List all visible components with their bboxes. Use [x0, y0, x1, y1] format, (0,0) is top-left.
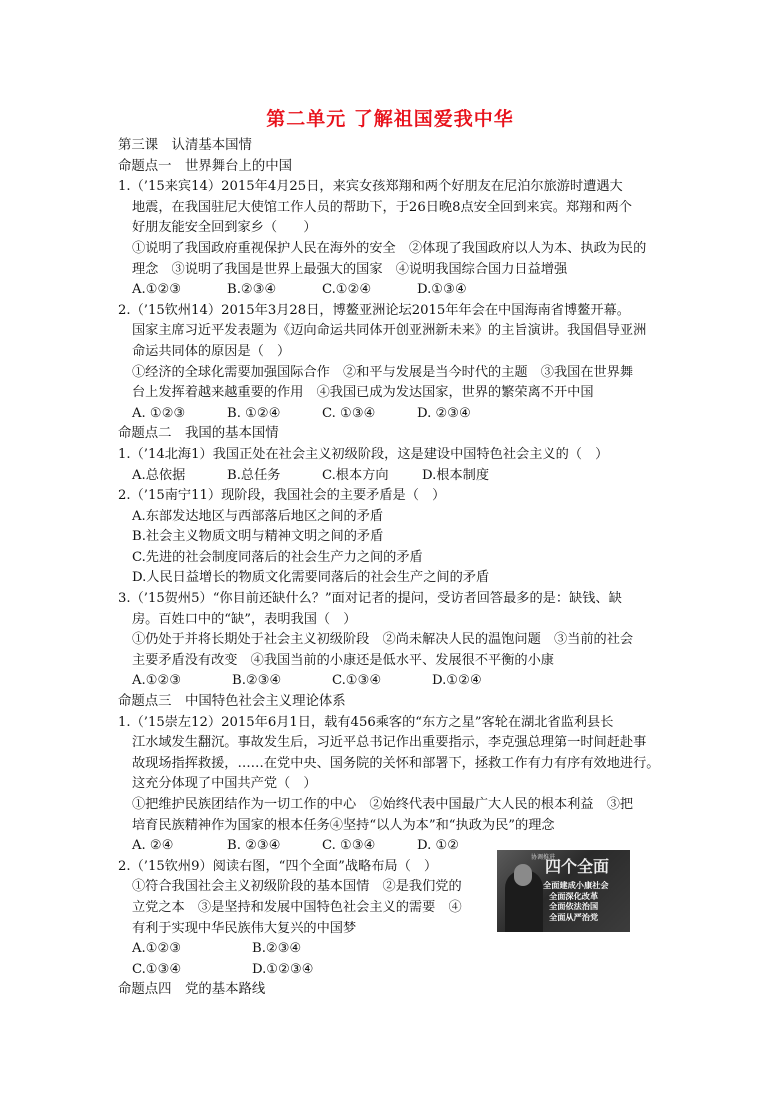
option-a: A. ②④	[132, 838, 174, 854]
four-comprehensives-photo	[497, 850, 630, 932]
person-face	[514, 864, 532, 886]
option-d: D.根本制度	[422, 467, 490, 483]
photo-caption-small: 协调推进	[531, 854, 556, 861]
question-text: ①符合我国社会主义初级阶段的基本国情 ②是我们党的	[132, 879, 462, 895]
question-text: ①把维护民族团结作为一切工作的中心 ②始终代表中国最广大人民的根本利益 ③把	[132, 797, 634, 812]
question-text: 江水域发生翻沉。事故发生后，习近平总书记作出重要指示，李克强总理第一时间赶赴事	[132, 735, 647, 751]
option-c: C.①③④	[132, 961, 182, 977]
option-a: A.东部发达地区与西部落后地区之间的矛盾	[132, 508, 384, 524]
option-c: C. ①③④	[322, 405, 376, 421]
option-a: A.①②③	[132, 941, 182, 957]
option-d: D.①②③④	[252, 961, 314, 977]
answer-options	[118, 960, 678, 981]
answer-options	[118, 939, 678, 960]
question-text: 2.（’15钦州9）阅读右图，“四个全面”战略布局（ ）	[118, 858, 438, 874]
option-d: D. ①②	[417, 838, 460, 854]
option-d: D.①②④	[432, 673, 482, 689]
option-b: B.②③④	[252, 941, 302, 957]
option-c: C.①②④	[322, 282, 372, 298]
question-text: 培育民族精神作为国家的根本任务④坚持“以人为本”和“执政为民”的理念	[132, 817, 555, 833]
question-text: 主要矛盾没有改变 ④我国当前的小康还是低水平、发展很不平衡的小康	[132, 652, 554, 668]
question-text: 国家主席习近平发表题为《迈向命运共同体开创亚洲新未来》的主旨演讲。我国倡导亚洲	[132, 323, 647, 339]
option-c: C. ①③④	[322, 838, 376, 854]
question-text: 命运共同体的原因是（ ）	[132, 343, 291, 359]
question-text: 地震，在我国驻尼大使馆工作人员的帮助下，于26日晚8点安全回到来宾。郑翔和两个	[132, 199, 632, 215]
question-text: 故现场指挥救援，……在党中央、国务院的关怀和部署下，拯救工作有力有序有效地进行。	[132, 755, 660, 771]
question-text: 理念 ③说明了我国是世界上最强大的国家 ④说明我国综合国力日益增强	[132, 261, 568, 277]
photo-line: 全面深化改革	[549, 890, 599, 901]
page-title: 第二单元 了解祖国爱我中华	[266, 108, 514, 130]
section-heading-4: 命题点四 党的基本路线	[118, 982, 266, 998]
option-c: C.根本方向	[322, 467, 389, 483]
lesson-heading: 第三课 认清基本国情	[118, 138, 252, 153]
option-a: A.①②③	[132, 673, 182, 689]
option-b: B.②③④	[232, 673, 282, 689]
photo-line: 全面从严治党	[549, 911, 599, 922]
option-b: B.社会主义物质文明与精神文明之间的矛盾	[132, 529, 384, 545]
question-text: ①经济的全球化需要加强国际合作 ②和平与发展是当今时代的主题 ③我国在世界舞	[132, 364, 634, 380]
option-c: C.先进的社会制度同落后的社会生产力之间的矛盾	[132, 549, 423, 565]
question-text: ①说明了我国政府重视保护人民在海外的安全 ②体现了我国政府以人为本、执政为民的	[132, 240, 647, 256]
option-d: D.①③④	[417, 282, 467, 298]
option-b: B. ①②④	[227, 405, 281, 421]
question-text: 1.（’15来宾14）2015年4月25日，来宾女孩郑翔和两个好朋友在尼泊尔旅游时遭遇大	[118, 179, 623, 195]
photo-line: 全面建成小康社会	[543, 880, 609, 890]
answer-options	[118, 671, 678, 692]
option-b: B.总任务	[227, 467, 281, 483]
question-text: 有利于实现中华民族伟大复兴的中国梦	[132, 920, 357, 936]
option-b: B. ②③④	[227, 838, 281, 854]
photo-text-lines	[543, 880, 609, 922]
question-text: ①仍处于并将长期处于社会主义初级阶段 ②尚未解决人民的温饱问题 ③当前的社会	[132, 632, 634, 648]
section-heading-2: 命题点二 我国的基本国情	[118, 426, 279, 442]
answer-options	[118, 280, 678, 301]
option-a: A. ①②③	[132, 405, 186, 421]
question-text: 立党之本 ③是坚持和发展中国特色社会主义的需要 ④	[132, 899, 462, 915]
question-text: 房。百姓口中的“缺”，表明我国（ ）	[132, 611, 357, 627]
section-heading-3: 命题点三 中国特色社会主义理论体系	[118, 694, 346, 710]
photo-line: 全面依法治国	[549, 901, 599, 911]
option-d: D.人民日益增长的物质文化需要同落后的社会生产之间的矛盾	[132, 570, 490, 586]
option-a: A.①②③	[132, 282, 182, 298]
photo-banner: 四个全面	[545, 857, 610, 876]
question-text: 好朋友能安全回到家乡（ ）	[132, 220, 317, 236]
question-text: 3.（’15贺州5）“你目前还缺什么？”面对记者的提问，受访者回答最多的是：缺钱、缺	[118, 591, 622, 607]
option-c: C.①③④	[332, 673, 382, 689]
section-heading-1: 命题点一 世界舞台上的中国	[118, 158, 293, 174]
option-b: B.②③④	[227, 282, 277, 298]
question-text: 2.（’15钦州14）2015年3月28日，博鳌亚洲论坛2015年年会在中国海南省博鳌开幕。	[118, 302, 630, 318]
question-text: 1.（’14北海1）我国正处在社会主义初级阶段，这是建设中国特色社会主义的（ ）	[118, 446, 609, 462]
answer-options	[118, 404, 678, 425]
question-text: 2.（’15南宁11）现阶段，我国社会的主要矛盾是（ ）	[118, 488, 446, 504]
question-text: 1.（’15崇左12）2015年6月1日，载有456乘客的“东方之星”客轮在湖北省监利县长	[118, 714, 614, 730]
question-text: 这充分体现了中国共产党（ ）	[132, 776, 317, 792]
option-d: D. ②③④	[417, 405, 471, 421]
answer-options	[118, 466, 678, 487]
question-text: 台上发挥着越来越重要的作用 ④我国已成为发达国家，世界的繁荣离不开中国	[132, 385, 594, 401]
option-a: A.总依据	[132, 467, 186, 483]
